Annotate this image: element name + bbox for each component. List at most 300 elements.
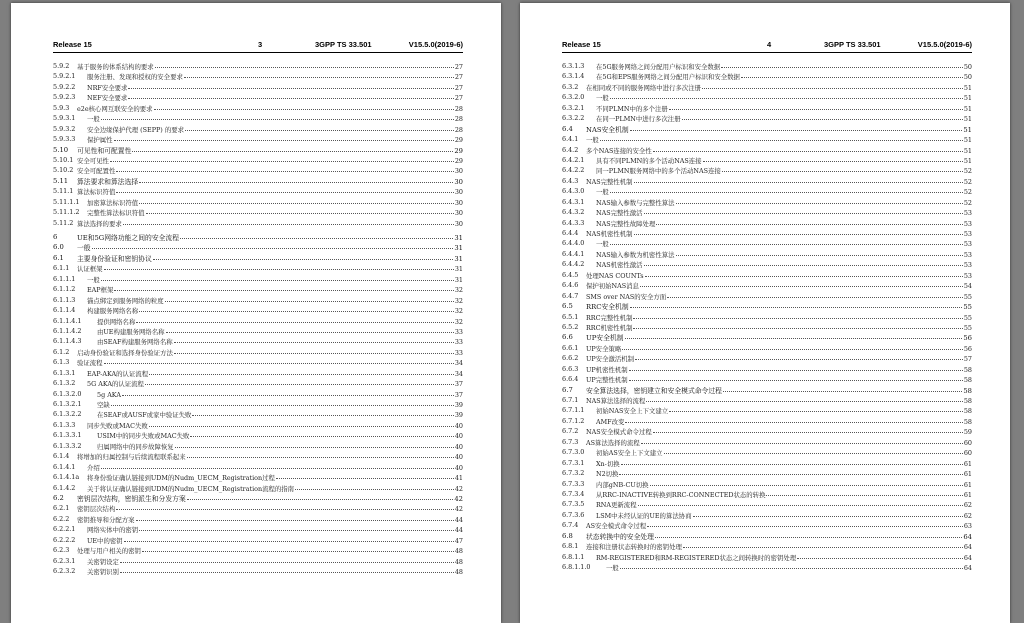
dot-leader	[116, 502, 454, 510]
dot-leader	[153, 252, 454, 260]
dot-leader	[192, 408, 453, 416]
toc-entry-number: 6.2.2	[53, 514, 70, 523]
dot-leader	[610, 237, 963, 245]
toc-entry-page: 30	[454, 177, 463, 186]
toc-entry-number: 5.11.1.1	[53, 197, 80, 206]
toc-entry-title: UP机密性机制	[586, 365, 628, 374]
toc-entry-page: 56	[963, 344, 972, 353]
toc-entry-number: 6.1.3.2.2	[53, 410, 82, 419]
toc-entry-title: 多个NAS连接的安全性	[586, 146, 652, 155]
toc-entry-number: 5.9.2.3	[53, 93, 76, 102]
dot-leader	[165, 294, 454, 302]
toc-entry-number: 6.1.3.3.1	[53, 431, 82, 440]
page-header	[562, 40, 972, 53]
toc-entry-title: NAS完整性机制	[586, 177, 633, 186]
toc-entry-number: 6.2.3.1	[53, 556, 76, 565]
toc-entry-number: 5.11.1	[53, 187, 74, 196]
toc-entry-number: 6.2.1	[53, 504, 70, 513]
toc-entry-page: 31	[454, 244, 463, 253]
dot-leader	[120, 555, 454, 563]
dot-leader	[766, 488, 962, 496]
dot-leader	[111, 398, 454, 406]
toc-entry-title: 加密算法标识符值	[87, 198, 139, 207]
toc-entry-title: 算法要求和算法选择	[77, 177, 139, 186]
toc-entry-page: 40	[454, 463, 463, 472]
toc-entry-page: 58	[963, 386, 972, 395]
toc-entry-title: RRC完整性机制	[586, 313, 633, 322]
toc-entry-title: 保护初始NAS消息	[586, 282, 639, 291]
toc-entry-number: 6.1.4.1	[53, 462, 76, 471]
toc-entry-number: 6.7.3.1	[562, 458, 585, 467]
toc-entry-title: RRC机密性机制	[586, 323, 633, 332]
toc-entry[interactable]	[53, 566, 463, 576]
dot-leader	[101, 273, 454, 281]
toc-entry-page: 64	[963, 564, 972, 572]
dot-leader	[647, 519, 963, 527]
toc-entry-page: 40	[454, 453, 463, 462]
toc-entry-title: 保护属性	[87, 136, 113, 145]
toc-entry-title: 由UE构建服务网络名称	[97, 327, 165, 336]
toc-entry-number: 6.1.1.4	[53, 306, 76, 315]
toc-entry-number: 6.1.3.3.2	[53, 441, 82, 450]
toc-entry-page: 51	[963, 115, 972, 124]
toc-entry-page: 33	[454, 338, 463, 347]
dot-leader	[139, 196, 454, 204]
toc-entry-page: 48	[454, 568, 463, 576]
dot-leader	[638, 498, 963, 506]
toc-entry-number: 6.7.4	[562, 521, 579, 530]
dot-leader	[128, 81, 453, 89]
toc-entry-title: 初始NAS安全上下文建立	[596, 407, 669, 416]
dot-leader	[149, 367, 454, 375]
dot-leader	[184, 70, 454, 78]
toc-entry-number: 5.9.3.2	[53, 124, 76, 133]
toc-entry-title: 处理与用户相关的密钥	[77, 547, 141, 556]
toc-entry-page: 30	[454, 198, 463, 207]
dot-leader	[116, 164, 454, 172]
toc-entry-number: 6.4.4.2	[562, 260, 585, 269]
toc-entry-page: 31	[454, 254, 463, 263]
dot-leader	[664, 446, 963, 454]
toc-entry-title: 构建服务网络名称	[87, 307, 139, 316]
dot-leader	[669, 404, 963, 412]
toc-entry-number: 6.4.4.1	[562, 249, 585, 258]
toc-entry-page: 52	[963, 198, 972, 207]
toc-entry-page: 48	[454, 547, 463, 556]
toc-entry-number: 6.8.1	[562, 542, 579, 551]
dot-leader	[295, 482, 454, 490]
dot-leader	[180, 231, 453, 239]
dot-leader	[721, 60, 963, 68]
dot-leader	[155, 60, 454, 68]
toc-entry-number: 6.4.3.1	[562, 197, 585, 206]
toc-entry-page: 33	[454, 348, 463, 357]
toc-entry-number: 6.5.2	[562, 322, 579, 331]
toc-entry-title: 密钥层次结构，密钥派生和分发方案	[77, 494, 186, 503]
toc-entry-number: 6.1.1.4.2	[53, 326, 82, 335]
dot-leader	[644, 258, 963, 266]
dot-leader	[116, 185, 454, 193]
toc-entry-number: 6.7.2	[562, 427, 579, 436]
toc-entry-page: 29	[454, 156, 463, 165]
dot-leader	[644, 206, 963, 214]
toc-entry-page: 50	[963, 63, 972, 71]
dot-leader	[741, 70, 963, 78]
toc-entry-number: 6.5	[562, 302, 573, 311]
dot-leader	[669, 102, 963, 110]
toc-entry-title: NAS输入参数与完整性算法	[596, 198, 675, 207]
dot-leader	[646, 394, 963, 402]
toc-entry-title: 锚点绑定到服务网络的粒度	[87, 296, 164, 305]
toc-entry-number: 6.5.1	[562, 312, 579, 321]
toc-entry-title: 算法标识符值	[77, 188, 116, 197]
toc-entry-title: 空缺	[97, 401, 110, 409]
toc-entry-title: 在5G和EPS服务网络之间分配用户标识和安全数据	[596, 73, 740, 82]
dot-leader	[641, 436, 963, 444]
release-label: Release 15	[53, 40, 92, 49]
toc-entry-number: 6.6.4	[562, 375, 579, 384]
toc-entry-title: UE和5G网络功能之间的安全流程	[77, 234, 180, 242]
dot-leader	[600, 133, 963, 141]
dot-leader	[136, 513, 454, 521]
toc-entry-page: 32	[454, 286, 463, 295]
toc-entry-title: NRF安全要求	[87, 83, 128, 92]
toc-entry-number: 6.1.1.4.1	[53, 316, 82, 325]
toc-entry-title: 状态转换中的安全处理	[586, 532, 654, 541]
toc-entry-number: 6.4.3.2	[562, 208, 585, 217]
toc-entry-number: 6.2.3	[53, 546, 70, 555]
toc-entry-page: 56	[963, 334, 972, 343]
spec-number: 3GPP TS 33.501	[315, 40, 372, 49]
dot-leader	[185, 123, 454, 131]
spec-version: V15.5.0(2019-6)	[408, 40, 463, 49]
toc-entry-page: 42	[454, 494, 463, 503]
toc-entry-number: 6.6.2	[562, 354, 579, 363]
dot-leader	[122, 388, 454, 396]
page-header	[53, 40, 463, 53]
dot-leader	[629, 373, 963, 381]
toc-entry-page: 30	[454, 188, 463, 197]
toc-entry-page: 58	[963, 397, 972, 405]
toc-entry-page: 34	[454, 369, 463, 378]
toc-entry-number: 6.3.2.1	[562, 103, 585, 112]
toc-entry[interactable]	[562, 562, 972, 572]
toc-entry-title: 初始AS安全上下文建立	[596, 449, 663, 458]
toc-entry-number: 6.1.1.1	[53, 274, 76, 283]
toc-entry-page: 27	[454, 73, 463, 82]
dot-leader	[625, 415, 962, 423]
toc-entry-page: 53	[963, 219, 972, 228]
toc-entry-page: 32	[454, 317, 463, 326]
toc-entry-page: 42	[454, 484, 463, 493]
dot-leader	[622, 342, 963, 350]
toc-entry-page: 61	[963, 459, 972, 468]
toc-entry-title: 不同PLMN中的多个注册	[596, 104, 668, 113]
toc-entry-title: Xn-切换	[596, 459, 620, 468]
toc-entry-number: 6.3.1.3	[562, 62, 585, 70]
toc-entry-title: AS安全模式命令过程	[586, 522, 647, 531]
toc-entry-page: 55	[963, 323, 972, 332]
toc-entry-title: 一般	[77, 244, 91, 253]
toc-entry-page: 40	[454, 432, 463, 441]
toc-entry-page: 52	[963, 188, 972, 197]
toc-entry-page: 44	[454, 515, 463, 524]
toc-entry-page: 27	[454, 63, 463, 71]
toc-entry-number: 6.4.4.0	[562, 239, 585, 248]
toc-entry-title: 处理NAS COUNTs	[586, 271, 644, 280]
toc-entry-page: 53	[963, 209, 972, 218]
dot-leader	[139, 175, 453, 183]
toc-entry-page: 53	[963, 261, 972, 270]
toc-entry-page: 61	[963, 480, 972, 489]
toc-entry-title: NAS完整性激活	[596, 209, 643, 218]
toc-entry-title: 安全可见性	[77, 156, 109, 165]
dot-leader	[703, 154, 963, 162]
toc-entry-number: 6.1.3	[53, 358, 70, 367]
toc-entry-number: 6.1.4	[53, 452, 70, 461]
toc-entry-number: 6.1.3.3	[53, 420, 76, 429]
toc-entry-title: 服务注册、发现和授权的安全要求	[87, 73, 183, 82]
toc-entry-page: 31	[454, 234, 463, 242]
toc-entry-title: 启动身份验证和选择身份验证方法	[77, 348, 173, 357]
toc-entry-number: 6.1.3.1	[53, 368, 76, 377]
toc-entry-number: 6.2.2.2	[53, 535, 76, 544]
toc-entry-title: 同一PLMN服务网络中的多个活动NAS连接	[596, 167, 721, 176]
toc-entry-number: 6.7	[562, 385, 573, 394]
toc-entry-number: 5.10.2	[53, 166, 74, 175]
dot-leader	[136, 315, 454, 323]
dot-leader	[630, 123, 963, 131]
toc-entry-page: 29	[454, 146, 463, 155]
toc-entry-page: 28	[454, 125, 463, 134]
dot-leader	[145, 377, 454, 385]
toc-entry-title: 认证框架	[77, 265, 103, 274]
toc-entry-page: 51	[963, 104, 972, 113]
toc-entry-title: 网络实体中的密钥	[87, 526, 139, 535]
dot-leader	[174, 346, 454, 354]
toc-entry-title: 从RRC-INACTIVE转换到RRC-CONNECTED状态的转换	[596, 490, 766, 499]
toc-entry-number: 6.7.3.4	[562, 489, 585, 498]
toc-entry-title: 安全可配置性	[77, 167, 116, 176]
toc-entry-title: 基于服务的体系结构的要求	[77, 63, 154, 71]
toc-entry-title: AS算法选择的流程	[586, 438, 640, 447]
toc-entry-page: 52	[963, 177, 972, 186]
toc-entry-title: NAS算法选择的流程	[586, 397, 646, 405]
toc-entry-number: 5.9.3	[53, 103, 70, 112]
dot-leader	[676, 196, 963, 204]
toc-entry-title: 一般	[87, 275, 100, 284]
toc-entry-title: 可见性和可配置性	[77, 146, 132, 155]
toc-entry-title: 关密钥识别	[87, 568, 119, 576]
toc-entry-number: 6.3.2	[562, 82, 579, 91]
toc-entry-page: 64	[963, 532, 972, 541]
toc-entry-page: 39	[454, 411, 463, 420]
toc-entry-page: 27	[454, 94, 463, 103]
toc-entry-number: 6.1.2	[53, 347, 70, 356]
toc-entry-number: 5.10.1	[53, 155, 74, 164]
toc-entry-title: 一般	[586, 136, 599, 145]
toc-entry-page: 58	[963, 407, 972, 416]
toc-entry-page: 32	[454, 296, 463, 305]
dot-leader	[656, 217, 963, 225]
toc-entry-number: 6.4.6	[562, 281, 579, 290]
toc-entry-page: 53	[963, 230, 972, 238]
toc-entry-page: 31	[454, 265, 463, 274]
toc-entry-page: 54	[963, 282, 972, 291]
dot-leader	[633, 321, 962, 329]
toc-entry-number: 6.1.4.1a	[53, 473, 80, 482]
toc-entry-number: 5.9.2	[53, 62, 70, 70]
toc-entry-page: 53	[963, 271, 972, 280]
toc-entry-number: 6.7.3.3	[562, 479, 585, 488]
toc-entry-number: 5.9.2.1	[53, 72, 76, 81]
toc-entry-page: 55	[963, 303, 972, 312]
toc-entry-title: 同步失败或MAC失败	[87, 421, 148, 430]
toc-entry-page: 64	[963, 543, 972, 552]
toc-entry[interactable]	[53, 218, 463, 228]
dot-leader	[645, 269, 963, 277]
toc-entry-page: 51	[963, 83, 972, 92]
toc-entry-title: 关于将认证确认链接到UDM的Nudm_UECM_Registration流程的指南	[87, 484, 295, 493]
toc-entry-page: 60	[963, 438, 972, 447]
document-page-4	[520, 3, 1010, 623]
dot-leader	[629, 363, 963, 371]
dot-leader	[123, 217, 454, 225]
document-page-3	[11, 3, 501, 623]
toc-entry-page: 40	[454, 421, 463, 430]
page-number: 3	[258, 40, 263, 49]
toc-entry-title: 安全算法选择，密钥建立和安全模式命令过程	[586, 386, 722, 395]
toc-entry-title: 内部gNB-CU切换	[596, 480, 649, 489]
toc-entry-title: 归属网络中的同步故障恢复	[97, 442, 174, 451]
dot-leader	[683, 540, 963, 548]
dot-leader	[110, 154, 454, 162]
toc-entry-number: 5.11.1.2	[53, 208, 80, 217]
toc-entry-number: 6.7.3	[562, 437, 579, 446]
toc-entry-number: 6.3.2.2	[562, 114, 585, 123]
dot-leader	[139, 304, 454, 312]
dot-leader	[114, 283, 453, 291]
toc-entry-title: LSM中未经认证的UE的算法协商	[596, 511, 692, 520]
toc-entry-number: 6.2.2.1	[53, 525, 76, 534]
dot-leader	[128, 91, 454, 99]
toc-entry-number: 6.6.1	[562, 343, 579, 352]
toc-entry-number: 6.7.3.5	[562, 500, 585, 509]
dot-leader	[132, 144, 453, 152]
dot-leader	[101, 112, 454, 120]
dot-leader	[276, 471, 454, 479]
table-of-contents	[562, 61, 972, 572]
toc-entry-number: 6.7.3.6	[562, 510, 585, 519]
toc-entry-number: 5.11.2	[53, 218, 74, 227]
toc-entry-page: 37	[454, 390, 463, 399]
dot-leader	[676, 248, 963, 256]
dot-leader	[166, 325, 454, 333]
toc-entry-title: UP安全激活机制	[586, 355, 635, 364]
toc-entry-number: 6.7.1.2	[562, 416, 585, 425]
toc-entry-number: 6.1.3.2	[53, 379, 76, 388]
dot-leader	[149, 419, 454, 427]
toc-entry-page: 44	[454, 526, 463, 535]
toc-entry-number: 6.4	[562, 124, 573, 133]
dot-leader	[655, 530, 962, 538]
dot-leader	[104, 262, 454, 270]
toc-entry-title: 一般	[606, 564, 619, 572]
toc-entry-title: 一般	[596, 240, 609, 249]
dot-leader	[797, 551, 963, 559]
dot-leader	[633, 311, 962, 319]
toc-entry-title: 在同一PLMN中进行多次注册	[596, 115, 681, 124]
toc-entry-number: 6.4.4	[562, 229, 579, 237]
toc-entry-title: UP安全策略	[586, 344, 622, 353]
toc-entry-title: 在SEAF或AUSF或家中验证失败	[97, 411, 192, 420]
toc-entry-title: 介绍	[87, 463, 100, 472]
toc-entry-page: 58	[963, 417, 972, 426]
dot-leader	[653, 425, 963, 433]
toc-entry-page: 62	[963, 501, 972, 510]
dot-leader	[693, 509, 963, 517]
toc-entry-title: EAP-AKA的认证流程	[87, 369, 149, 378]
toc-entry-number: 6.7.3.0	[562, 448, 585, 457]
toc-entry-number: 6.8.1.1.0	[562, 563, 591, 571]
toc-entry-number: 5.9.3.3	[53, 135, 76, 144]
toc-entry-page: 30	[454, 219, 463, 228]
toc-entry-title: N2切换	[596, 470, 619, 479]
toc-entry-page: 51	[963, 156, 972, 165]
toc-entry-title: 5G AKA的认证流程	[87, 380, 144, 389]
dot-leader	[114, 133, 454, 141]
page-number: 4	[767, 40, 772, 49]
toc-entry-title: 关密钥设定	[87, 557, 119, 566]
toc-entry-page: 51	[963, 94, 972, 103]
toc-entry-title: 密钥推导和分配方案	[77, 515, 135, 524]
toc-entry-page: 37	[454, 380, 463, 389]
dot-leader	[610, 91, 963, 99]
toc-entry-number: 6.1	[53, 253, 64, 262]
toc-entry-title: 将增加的归属控制与后续流程联系起来	[77, 453, 186, 462]
toc-entry-page: 32	[454, 307, 463, 316]
dot-leader	[187, 492, 454, 500]
toc-entry-number: 6.4.3.0	[562, 187, 585, 196]
toc-entry-title: 密钥层次结构	[77, 505, 116, 514]
dot-leader	[190, 429, 453, 437]
toc-entry-number: 5.9.2.2	[53, 82, 76, 91]
toc-entry-page: 59	[963, 428, 972, 437]
toc-entry-title: NAS输入参数为机密性算法	[596, 250, 675, 259]
dot-leader	[146, 206, 454, 214]
toc-entry-number: 6.1.1.3	[53, 295, 76, 304]
toc-entry-title: UE中的密钥	[87, 536, 123, 545]
toc-entry-number: 6.1.1.2	[53, 285, 76, 294]
toc-entry-number: 6.4.5	[562, 270, 579, 279]
toc-entry-page: 29	[454, 136, 463, 145]
toc-entry-number: 6.1.1.4.3	[53, 337, 82, 346]
toc-entry-page: 30	[454, 209, 463, 218]
toc-entry-number: 6.4.2.1	[562, 155, 585, 164]
toc-entry-number: 6.7.1	[562, 396, 579, 404]
toc-entry-title: NAS机密性激活	[596, 261, 643, 270]
toc-entry-page: 41	[454, 474, 463, 483]
table-of-contents	[53, 61, 463, 576]
toc-entry-number: 6.4.2.2	[562, 166, 585, 175]
toc-entry-title: 5g AKA	[97, 390, 121, 399]
toc-entry-title: 具有不同PLMN的多个活动NAS连接	[596, 156, 702, 165]
toc-entry-number: 6.6.3	[562, 364, 579, 373]
toc-entry-page: 60	[963, 449, 972, 458]
toc-entry-number: 6.2.3.2	[53, 567, 76, 575]
toc-entry-title: UP完整性机制	[586, 376, 628, 385]
toc-entry-page: 40	[454, 442, 463, 451]
